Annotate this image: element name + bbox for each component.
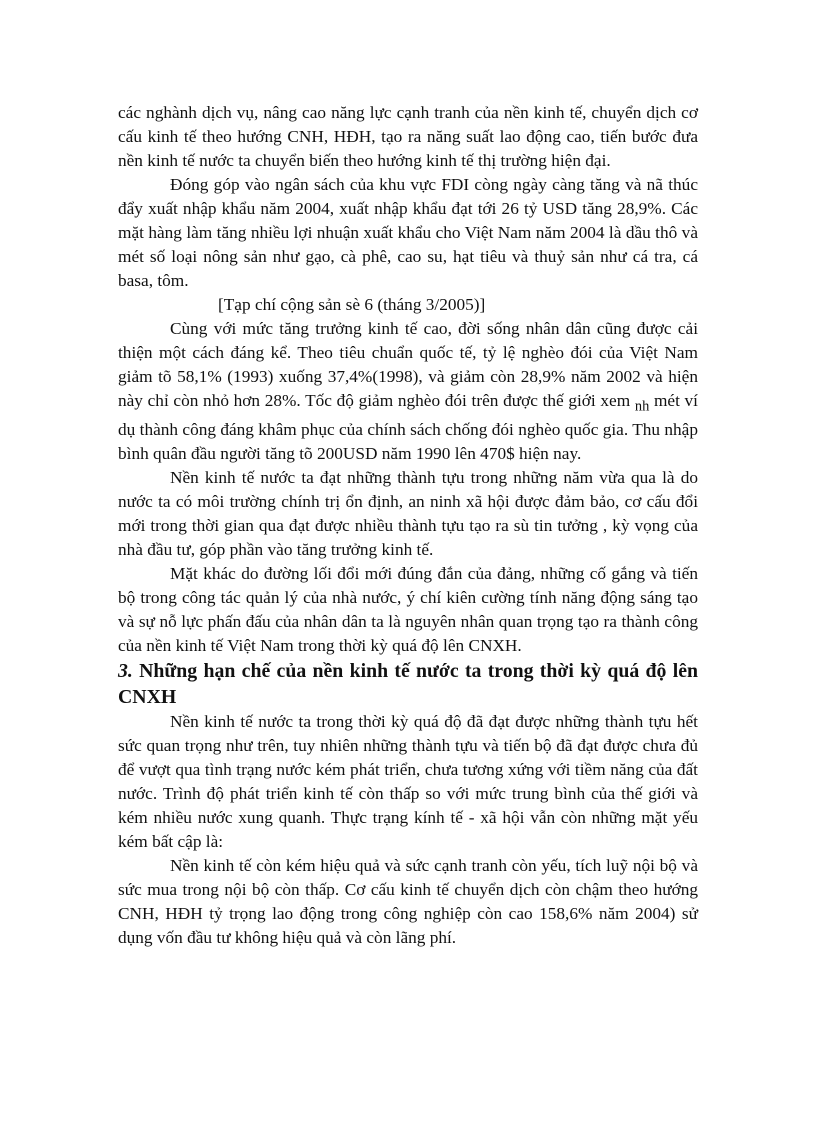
paragraph-2: Đóng góp vào ngân sách của khu vực FDI còng ngày càng tăng và nã thúc đẩy xuất nhập khẩu năm 2004, xuất nhập khẩu đạt tới 26 tỷ USD tăng 28,9%. Các mặt hàng làm tăng nhiều lợi nhuận xuất khẩu cho Việt Nam năm 2004 là dầu thô và mét số loại nông sản như gạo, cà phê, cao su, hạt tiêu và thuỷ sản như cá tra, cá basa, tôm.	[118, 175, 698, 290]
paragraph-3-part-2: mét ví dụ thành công đáng khâm phục của chính sách chống đói nghèo quốc gia. Thu nhập bình quân đầu người tăng tõ 200USD năm 1990 lên 470$ hiện nay.	[118, 391, 698, 464]
section-heading	[118, 658, 698, 710]
paragraph-7: Nền kinh tế còn kém hiệu quả và sức cạnh tranh còn yếu, tích luỹ nội bộ và sức mua trong nội bộ còn thấp. Cơ cấu kinh tế chuyển dịch còn chậm theo hướng CNH, HĐH tỷ trọng lao động trong công nghiệp còn cao 158,6% năm 2004) sử dụng vốn đầu tư không hiệu quả và còn lãng phí.	[118, 856, 698, 948]
paragraph-5: Mặt khác do đường lối đổi mới đúng đắn của đảng, những cố gắng và tiến bộ trong công tác quản lý của nhà nước, ý chí kiên cường tính năng động sáng tạo và sự nỗ lực phấn đấu của nhân dân ta là nguyên nhân quan trọng tạo ra thành công của nền kinh tế Việt Nam trong thời kỳ quá độ lên CNXH.	[118, 564, 698, 656]
paragraph-4: Nền kinh tế nước ta đạt những thành tựu trong những năm vừa qua là do nước ta có môi trường chính trị ổn định, an ninh xã hội được đảm bảo, cơ cấu đổi mới trong thời gian qua đạt được nhiều thành tựu tạo ra sù tin tưởng , kỳ vọng của nhà đầu tư, góp phần vào tăng trưởng kinh tế.	[118, 468, 698, 560]
paragraph-3-sub: nh	[634, 398, 650, 415]
section-number: 3.	[118, 660, 133, 683]
citation: [Tạp chí cộng sản sè 6 (tháng 3/2005)]	[218, 295, 486, 314]
paragraph-3-part-1: Cùng với mức tăng trưởng kinh tế cao, đời sống nhân dân cũng được cải thiện một cách đáng kể. Theo tiêu chuẩn quốc tế, tỷ lệ nghèo đói của Việt Nam giảm tõ 58,1% (1993) xuống 37,4%(1998), và giảm còn 28,9% năm 2002 và hiện này chỉ còn nhỏ hơn 28%. Tốc độ giảm nghèo đói trên được thế giới xem	[118, 319, 698, 410]
paragraph-3	[118, 317, 698, 466]
paragraph-1: các nghành dịch vụ, nâng cao năng lực cạnh tranh của nền kinh tế, chuyển dịch cơ cấu kinh tế theo hướng CNH, HĐH, tạo ra năng suất lao động cao, tiến bước đưa nền kinh tế nước ta chuyển biến theo hướng kinh tế thị trường hiện đại.	[118, 103, 698, 170]
paragraph-6: Nền kinh tế nước ta trong thời kỳ quá độ đã đạt được những thành tựu hết sức quan trọng như trên, tuy nhiên những thành tựu và tiến bộ đã đạt được chưa đủ để vượt qua tình trạng nước kém phát triển, chưa tương xứng với tiềm năng của đất nước. Trình độ phát triển kinh tế còn thấp so với mức trung bình của thế giới và kém nhiều nước xung quanh. Thực trạng kính tế - xã hội vẫn còn những mặt yếu kém bất cập là:	[118, 712, 698, 852]
document-body	[118, 101, 698, 950]
section-title: Những hạn chế của nền kinh tế nước ta trong thời kỳ quá độ lên CNXH	[118, 660, 698, 709]
